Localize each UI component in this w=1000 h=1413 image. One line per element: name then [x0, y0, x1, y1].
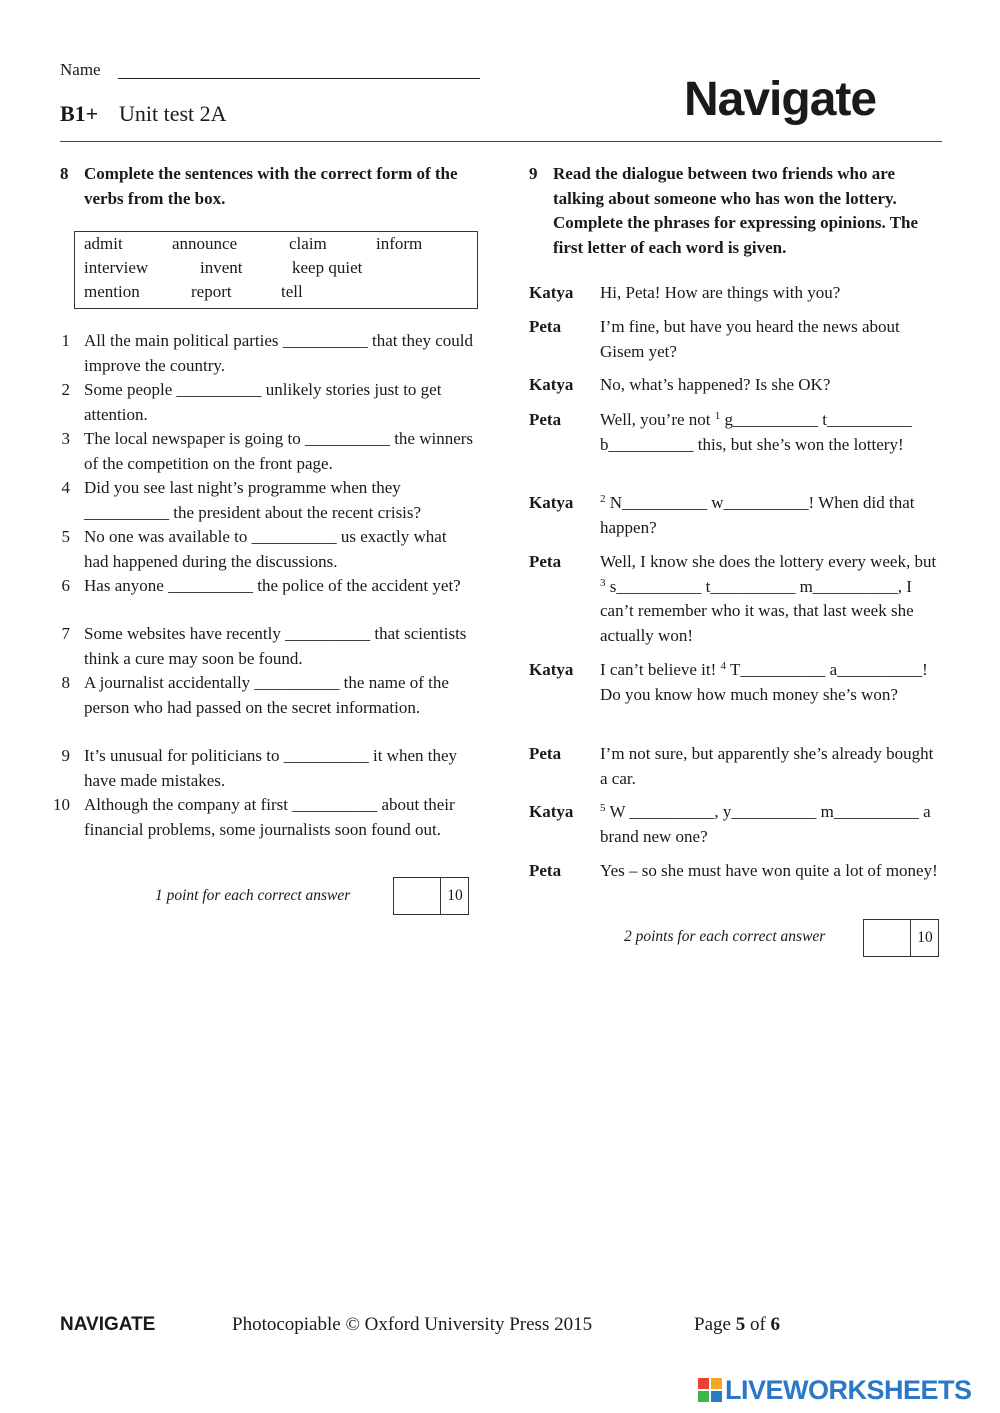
gap-number: 2 [600, 493, 606, 505]
logo-square-orange [711, 1378, 722, 1389]
dialogue-line: No, what’s happened? Is she OK? [600, 375, 831, 394]
exercise-8-number: 8 [60, 164, 69, 183]
question-number: 7 [61, 624, 70, 643]
exercise-8-instruction: Complete the sentences with the correct form of the verbs from the box. [84, 164, 458, 208]
gap-text[interactable]: T__________ a__________! Do you know how much money she’s won? [600, 660, 928, 704]
dialogue-line-gap-5[interactable] [600, 800, 942, 849]
question-number: 5 [61, 527, 70, 546]
gap-number: 4 [720, 660, 727, 672]
gap-text[interactable]: s__________ t__________ m__________, I can’t remember who it was, that last week she actually won! [600, 576, 914, 645]
logo-square-red [698, 1378, 709, 1389]
liveworksheets-text: LIVEWORKSHEETS [725, 1375, 972, 1405]
dialogue-text-before: Well, I know she does the lottery every week, but [600, 552, 937, 571]
exercise-9-score-box[interactable] [863, 919, 939, 957]
exercise-9-points-label: 2 points for each correct answer [624, 928, 826, 945]
question-number: 4 [61, 478, 70, 497]
dialogue-line-gap-1[interactable] [600, 408, 942, 457]
question-number: 1 [61, 331, 70, 350]
dialogue-speaker: Katya [529, 493, 574, 512]
gap-text[interactable]: g__________ t__________ b__________ this, but she’s won the lottery! [600, 410, 913, 454]
page-mid: of [745, 1314, 771, 1335]
dialogue-line: I’m fine, but have you heard the news about Gisem yet? [600, 317, 900, 361]
exercise-8-max-score: 10 [447, 887, 463, 904]
dialogue-speaker: Katya [529, 375, 574, 394]
gap-number: 5 [600, 802, 606, 814]
dialogue-speaker: Katya [529, 283, 574, 302]
gap-text[interactable]: N__________ w__________! When did that happen? [600, 493, 915, 537]
dialogue-speaker: Peta [529, 410, 562, 429]
question-text[interactable]: Some websites have recently __________ that scientists think a cure may soon be found. [84, 624, 467, 668]
question-text[interactable]: Some people __________ unlikely stories just to get attention. [84, 380, 442, 424]
question-number: 8 [61, 673, 70, 692]
question-text[interactable]: The local newspaper is going to __________ the winners of the competition on the front page. [84, 429, 474, 473]
footer-brand: NAVIGATE [60, 1314, 156, 1335]
dialogue-text-before: Well, you’re not [600, 410, 715, 429]
dialogue-speaker: Peta [529, 861, 562, 880]
dialogue-line: Hi, Peta! How are things with you? [600, 283, 841, 302]
word-box-item: inform [376, 234, 423, 253]
question-text[interactable]: Although the company at first __________ about their financial problems, some journalists soon found out. [84, 795, 455, 839]
page-prefix: Page [694, 1314, 736, 1335]
word-box-item: admit [84, 234, 123, 253]
question-text[interactable]: A journalist accidentally __________ the name of the person who had passed on the secret information. [84, 673, 449, 717]
word-box-item: announce [172, 234, 238, 253]
page-current: 5 [735, 1314, 746, 1335]
question-text[interactable]: Did you see last night’s programme when they __________ the president about the recent crisis? [84, 478, 422, 522]
dialogue-speaker: Peta [529, 552, 562, 571]
exercise-9-instruction: Read the dialogue between two friends who are talking about someone who has won the lottery. Complete the phrases for expressing opinions. The first letter of each word is given. [553, 164, 919, 257]
dialogue-speaker: Katya [529, 660, 574, 679]
question-number: 3 [61, 429, 70, 448]
name-blank-line[interactable] [118, 78, 480, 79]
question-text[interactable]: All the main political parties __________ that they could improve the country. [84, 331, 474, 375]
question-number: 2 [61, 380, 70, 399]
exercise-9-number: 9 [529, 164, 538, 183]
gap-number: 3 [600, 576, 606, 589]
word-box-item: keep quiet [292, 258, 363, 277]
exercise-8-points-label: 1 point for each correct answer [155, 887, 351, 904]
question-text[interactable]: Has anyone __________ the police of the accident yet? [84, 576, 461, 595]
dialogue-text-before: I can’t believe it! [600, 660, 721, 679]
gap-number: 1 [714, 410, 721, 422]
word-box-item: claim [289, 234, 327, 253]
level-label: B1+ [60, 101, 99, 126]
gap-text[interactable]: W __________, y__________ m__________ a brand new one? [600, 802, 931, 846]
logo-square-blue [711, 1391, 722, 1402]
navigate-logo: Navigate [684, 73, 877, 126]
liveworksheets-icon [698, 1378, 722, 1402]
dialogue-line-gap-2[interactable] [600, 491, 942, 540]
logo-square-green [698, 1391, 709, 1402]
word-box-item: interview [84, 258, 149, 277]
word-box-item: tell [281, 282, 303, 301]
dialogue-speaker: Katya [529, 802, 574, 821]
question-number: 9 [61, 746, 70, 765]
word-box [74, 231, 478, 309]
dialogue-line-gap-3[interactable] [600, 550, 942, 648]
footer-page-number [694, 1314, 780, 1336]
dialogue-line: Yes – so she must have won quite a lot of money! [600, 861, 938, 880]
dialogue-line: I’m not sure, but apparently she’s already bought a car. [600, 744, 934, 788]
dialogue-speaker: Peta [529, 744, 562, 763]
page-total: 6 [770, 1314, 781, 1335]
name-label: Name [60, 60, 101, 79]
unit-title: Unit test 2A [119, 101, 227, 126]
dialogue-speaker: Peta [529, 317, 562, 336]
footer-copyright: Photocopiable © Oxford University Press 2015 [232, 1314, 593, 1335]
dialogue-line-gap-4[interactable] [600, 658, 942, 707]
word-box-item: report [191, 282, 232, 301]
word-box-item: invent [200, 258, 243, 277]
header-divider [60, 141, 942, 142]
question-number: 6 [61, 576, 70, 595]
exercise-9-max-score: 10 [917, 929, 933, 946]
word-box-item: mention [84, 282, 140, 301]
question-text[interactable]: It’s unusual for politicians to __________ it when they have made mistakes. [84, 746, 458, 790]
exercise-8-score-box[interactable] [393, 877, 469, 915]
question-number: 10 [53, 795, 70, 814]
question-text[interactable]: No one was available to __________ us exactly what had happened during the discussions. [84, 527, 447, 571]
